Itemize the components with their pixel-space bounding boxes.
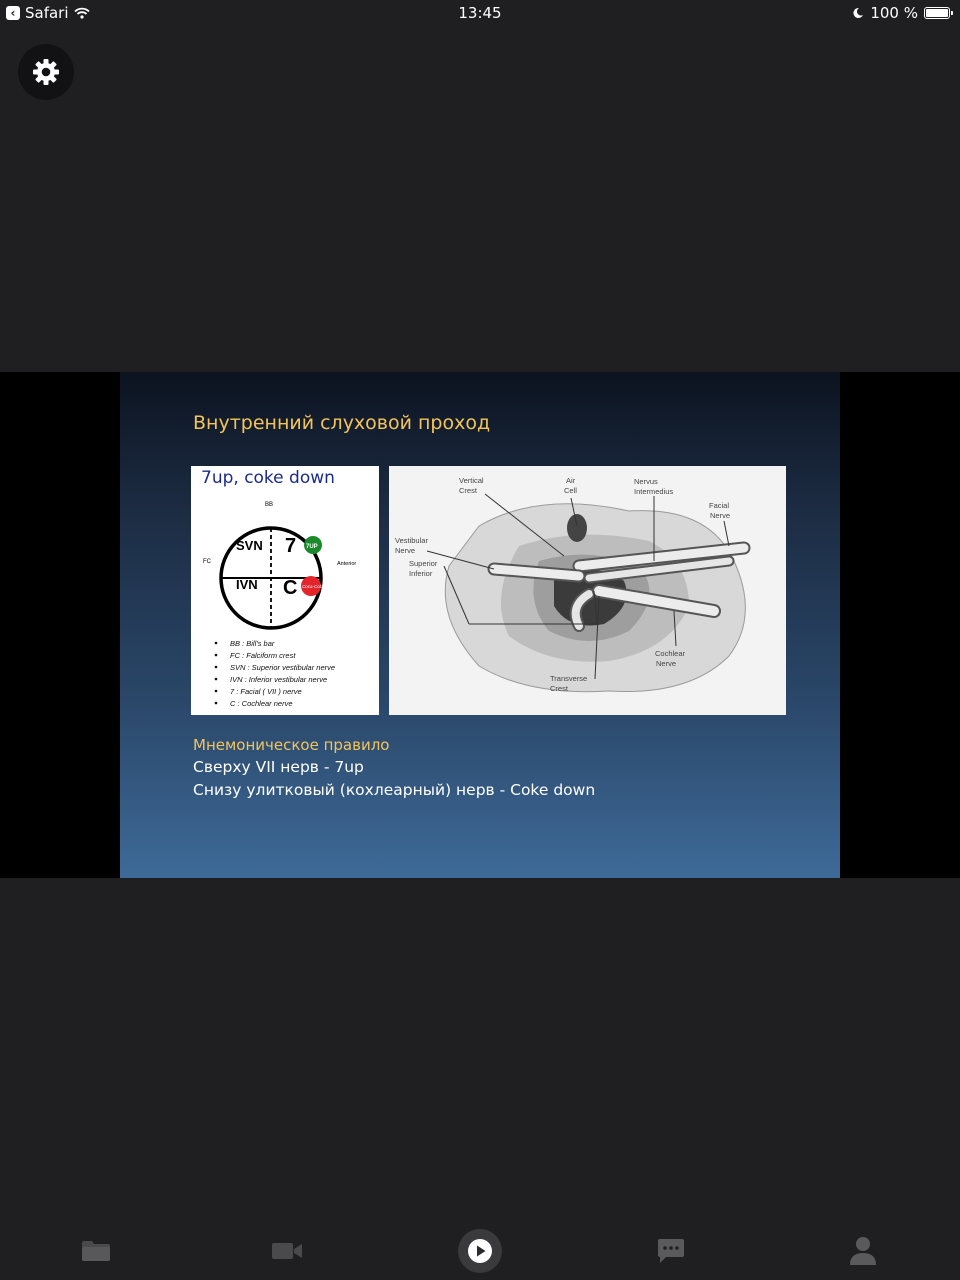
- slide-title: Внутренний слуховой проход: [193, 412, 491, 434]
- moon-icon: [852, 7, 864, 19]
- legend-item: 7 : Facial ( VII ) nerve: [230, 687, 302, 696]
- anatomy-figure: [389, 466, 786, 715]
- legend-item: BB : Bill's bar: [230, 639, 275, 648]
- mnemonic-line: Снизу улитковый (кохлеарный) нерв - Coke down: [193, 781, 596, 799]
- label-fc: FC: [203, 559, 211, 565]
- settings-button[interactable]: [18, 44, 74, 100]
- mnemonic-title: Мнемоническое правило: [193, 736, 390, 754]
- svg-text:Nerve: Nerve: [710, 511, 731, 520]
- status-bar: [0, 0, 960, 26]
- video-camera-icon: [271, 1240, 303, 1262]
- quadrant-c: C: [283, 577, 298, 599]
- legend-item: SVN : Superior vestibular nerve: [230, 663, 336, 672]
- tab-profile[interactable]: [823, 1222, 903, 1280]
- gear-icon: [31, 57, 61, 87]
- label-vertical-crest: Vertical: [459, 476, 484, 485]
- label-superior: Superior: [409, 559, 438, 568]
- label-air-cell: Air: [566, 476, 576, 485]
- label-bb: BB: [265, 502, 274, 508]
- battery-percent: 100 %: [870, 4, 918, 22]
- tab-video[interactable]: [247, 1222, 327, 1280]
- tab-files[interactable]: [56, 1222, 136, 1280]
- status-time: 13:45: [458, 4, 502, 22]
- tab-play[interactable]: [440, 1222, 520, 1280]
- folder-icon: [81, 1240, 111, 1262]
- legend-item: IVN : Inferior vestibular nerve: [230, 675, 328, 684]
- svg-text:Nerve: Nerve: [656, 659, 677, 668]
- brand-coke: Coca-Cola: [302, 584, 324, 589]
- svg-text:Nerve: Nerve: [395, 546, 416, 555]
- battery-level: [926, 9, 948, 17]
- tab-chat[interactable]: [631, 1222, 711, 1280]
- presentation-slide: [120, 372, 840, 878]
- mnemonic-diagram: [191, 466, 379, 715]
- label-cochlear-nerve: Cochlear: [655, 649, 686, 658]
- video-player[interactable]: [0, 372, 960, 878]
- mnemonic-line: Сверху VII нерв - 7up: [193, 758, 364, 776]
- label-nervus-intermedius: Nervus: [634, 477, 658, 486]
- person-icon: [849, 1236, 877, 1266]
- svg-text:Crest: Crest: [459, 486, 477, 495]
- quadrant-svn: SVN: [236, 538, 263, 553]
- play-button[interactable]: [458, 1229, 502, 1273]
- svg-text:Crest: Crest: [550, 684, 568, 693]
- svg-text:Cell: Cell: [564, 486, 577, 495]
- svg-text:Intermedius: Intermedius: [634, 487, 674, 496]
- label-anterior: Anterior: [337, 561, 357, 567]
- chat-bubble-icon: [657, 1238, 685, 1264]
- label-inferior: Inferior: [409, 569, 433, 578]
- brand-7up: 7UP: [306, 544, 318, 550]
- legend-item: C : Cochlear nerve: [230, 699, 293, 708]
- label-transverse-crest: Transverse: [550, 674, 588, 683]
- back-app-label: Safari: [25, 4, 69, 22]
- label-facial-nerve: Facial: [709, 501, 730, 510]
- internal-auditory-canal-drawing: [389, 466, 786, 715]
- diagram-title: 7up, coke down: [201, 468, 335, 488]
- label-vestibular-nerve: Vestibular: [395, 536, 428, 545]
- play-icon: [467, 1238, 493, 1264]
- chevron-left-icon: ‹: [6, 6, 20, 20]
- tab-bar: [0, 1222, 960, 1280]
- canal-quadrant-diagram: [191, 466, 379, 715]
- quadrant-seven: 7: [285, 535, 297, 557]
- quadrant-ivn: IVN: [236, 577, 258, 592]
- battery-icon: [924, 7, 950, 19]
- legend-item: FC : Falciform crest: [230, 651, 296, 660]
